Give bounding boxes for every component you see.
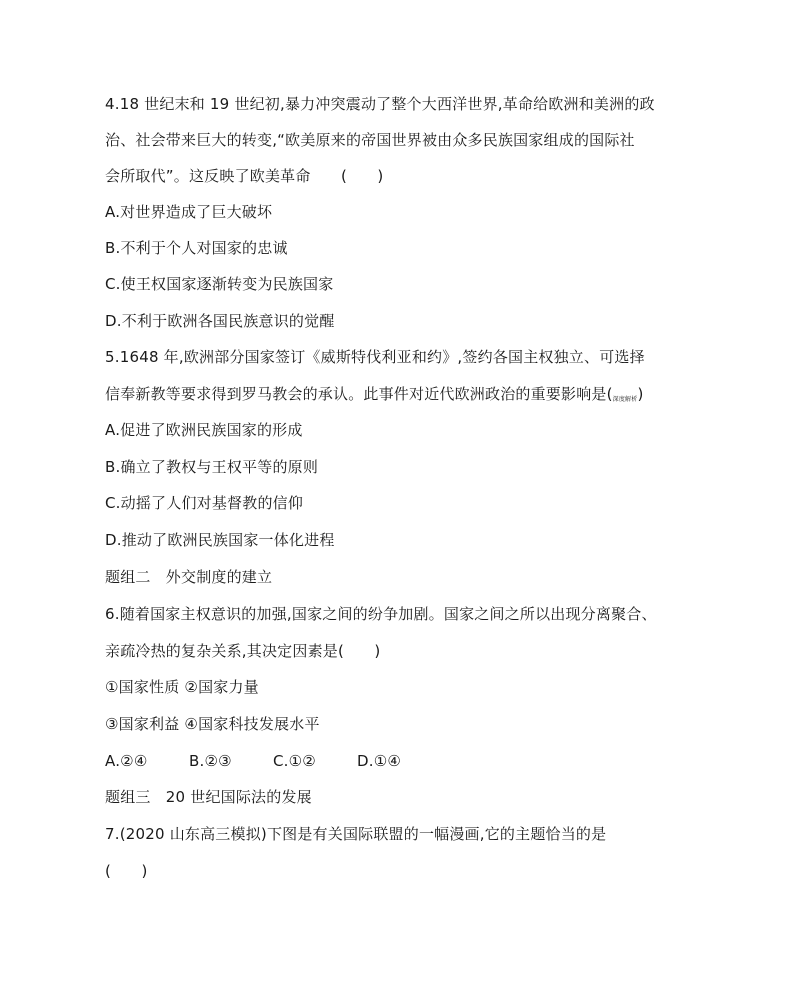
q6-line-1: 6.随着国家主权意识的加强,国家之间的纷争加剧。国家之间之所以出现分离聚合、 xyxy=(105,605,657,623)
q4-line-1: 4.18 世纪末和 19 世纪初,暴力冲突震动了整个大西洋世界,革命给欧洲和美洲的政 xyxy=(105,95,655,113)
q5-line-2-main: 信奉新教等要求得到罗马教会的承认。此事件对近代欧洲政治的重要影响是( xyxy=(105,385,613,403)
q6-option-d: D.①④ xyxy=(357,752,402,770)
q6-items-2: ③国家利益 ④国家科技发展水平 xyxy=(105,715,320,733)
group3-heading: 题组三 20 世纪国际法的发展 xyxy=(105,788,312,806)
q4-line-2: 治、社会带来巨大的转变,“欧美原来的帝国世界被由众多民族国家组成的国际社 xyxy=(105,131,635,149)
q6-option-b: B.②③ xyxy=(189,752,232,770)
q6-option-a: A.②④ xyxy=(105,752,148,770)
q6-option-c: C.①② xyxy=(273,752,316,770)
q7-line-2: ( ) xyxy=(105,862,148,880)
q4-option-c: C.使王权国家逐渐转变为民族国家 xyxy=(105,275,334,293)
q6-line-2: 亲疏冷热的复杂关系,其决定因素是( ) xyxy=(105,642,381,660)
q5-line-1: 5.1648 年,欧洲部分国家签订《威斯特伐利亚和约》,签约各国主权独立、可选择 xyxy=(105,348,645,366)
q5-option-b: B.确立了教权与王权平等的原则 xyxy=(105,458,319,476)
group2-heading: 题组二 外交制度的建立 xyxy=(105,568,273,586)
q5-line-2-end: ) xyxy=(637,385,644,403)
q5-option-c: C.动摇了人们对基督教的信仰 xyxy=(105,494,304,512)
q4-option-a: A.对世界造成了巨大破坏 xyxy=(105,203,273,221)
q7-line-1: 7.(2020 山东高三模拟)下图是有关国际联盟的一幅漫画,它的主题恰当的是 xyxy=(105,825,607,843)
q5-option-d: D.推动了欧洲民族国家一体化进程 xyxy=(105,531,335,549)
q5-option-a: A.促进了欧洲民族国家的形成 xyxy=(105,421,303,439)
q4-option-b: B.不利于个人对国家的忠诚 xyxy=(105,239,288,257)
q6-items-1: ①国家性质 ②国家力量 xyxy=(105,678,259,696)
q4-line-3: 会所取代”。这反映了欧美革命 ( ) xyxy=(105,167,384,185)
q5-deep-analysis-tag: 深度解析 xyxy=(612,396,638,403)
q6-options xyxy=(105,751,401,771)
q5-line-2 xyxy=(105,384,644,410)
q4-option-d: D.不利于欧洲各国民族意识的觉醒 xyxy=(105,312,335,330)
